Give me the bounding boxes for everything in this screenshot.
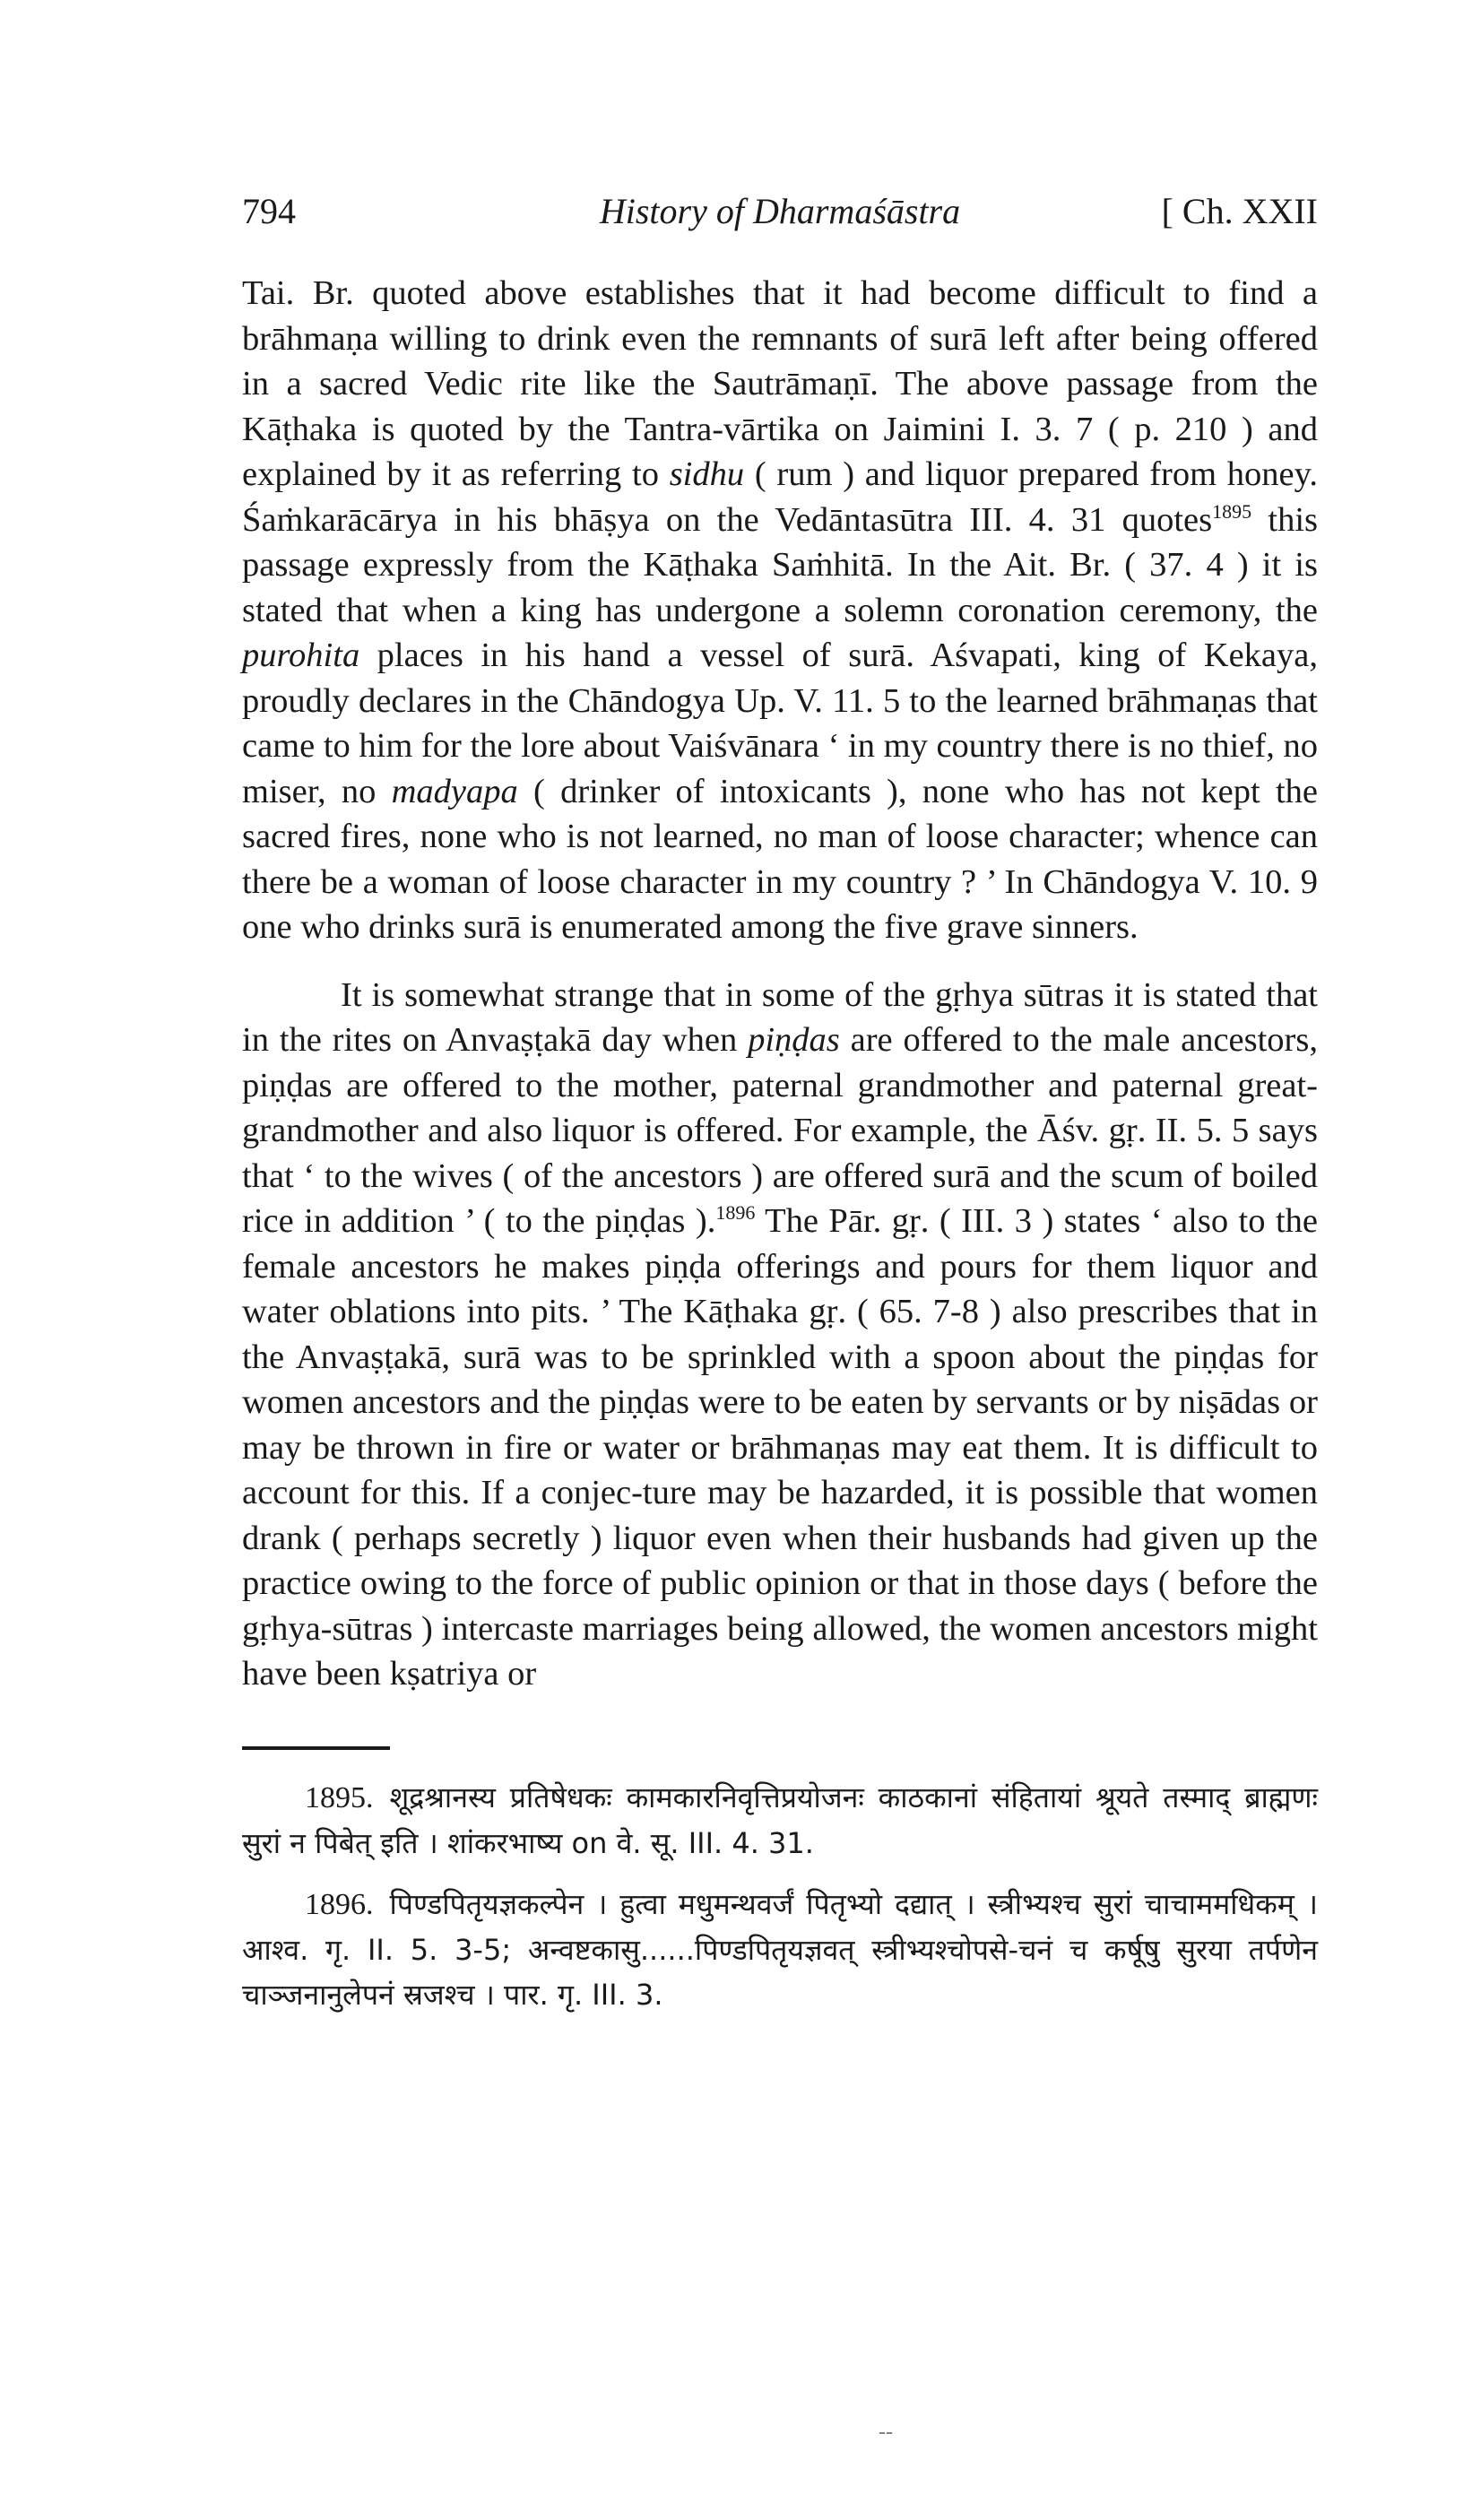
italic-term: piṇḍas bbox=[748, 1021, 840, 1059]
paragraph-2 bbox=[242, 973, 1318, 1697]
text-run: Tai. Br. quoted above establishes that it had become difficult to find a brāhmaṇa willing to drink even the remnants of surā left after being offered in a sacred Vedic rite like the Sautrāmaṇī. The above passage from the Kāṭhaka is quoted by the Tantra-vārtika on Jaimini I. 3. 7 ( p. 210 ) and explained by it as referring to bbox=[242, 274, 1318, 493]
body-text bbox=[242, 271, 1318, 1697]
book-title: History of Dharmaśāstra bbox=[599, 191, 961, 231]
footnote-number: 1896. bbox=[305, 1887, 374, 1921]
footnote-text: शूद्रश्रानस्य प्रतिषेधकः कामकारनिवृत्तिप्रयोजनः काठकानां संहितायां श्रूयते तस्माद् ब्राह्मणः सुरां न पिबेत् इति । शांकरभाष्य on वे. सू. III. 4. 31. bbox=[242, 1780, 1318, 1860]
footnote-1895 bbox=[242, 1775, 1318, 1866]
italic-term: purohita bbox=[242, 636, 360, 674]
text-run: The Pār. gṛ. ( III. 3 ) states ‘ also to the female ancestors he makes piṇḍa offerings and pours for them liquor and water oblations into pits. ’ The Kāṭhaka gṛ. ( 65. 7-8 ) also prescribes that in the Anvaṣṭakā, surā was to be sprinkled with a spoon about the piṇḍas for women ancestors and the piṇḍas were to be eaten by servants or by niṣādas or may be thrown in fire or water or brāhmaṇas may eat them. It is difficult to account for this. If a conjec-ture may be hazarded, it is possible that women drank ( perhaps secretly ) liquor even when their husbands had given up the practice owing to the force of public opinion or that in those days ( before the gṛhya-sūtras ) intercaste marriages being allowed, the women ancestors might have been kṣatriya or bbox=[242, 1202, 1319, 1693]
text-run: ( rum ) and liquor prepared from honey. Śaṁkarācārya in his bhāṣya on the Vedāntasūtra III. 4. 31 quotes bbox=[242, 455, 1318, 539]
italic-term: madyapa bbox=[391, 772, 518, 810]
footnote-ref: 1896 bbox=[715, 1201, 756, 1225]
footnote-text: पिण्डपितृयज्ञकल्पेन । हुत्वा मधुमन्थवर्जं पितृभ्यो दद्यात् । स्त्रीभ्यश्च सुरां चाचाममधिकम् । आश्व. गृ. II. 5. 3-5; अन्वष्टकासु......पिण्डपितृयज्ञवत् स्त्रीभ्यश्चोपसे-चनं च कर्षूषु सुरया तर्पणेन चाञ्जनानुलेपनं स्रजश्च । पार. गृ. III. 3. bbox=[242, 1886, 1318, 2012]
italic-term: sidhu bbox=[669, 455, 745, 493]
footnote-ref: 1895 bbox=[1212, 499, 1252, 523]
chapter-label: [ Ch. XXII bbox=[1161, 191, 1318, 231]
text-run: this passage expressly from the Kāṭhaka Saṁhitā. In the Ait. Br. ( 37. 4 ) it is stated that when a king has undergone a solemn coronation ceremony, the bbox=[242, 500, 1318, 629]
footnote-1896 bbox=[242, 1882, 1318, 2017]
document-page bbox=[242, 190, 1318, 2033]
running-header bbox=[242, 190, 1318, 244]
text-run: are offered to the male ancestors, piṇḍas are offered to the mother, paternal grandmother and paternal great-grandmother and also liquor is offered. For example, the Āśv. gṛ. II. 5. 5 says that ‘ to the wives ( of the ancestors ) are offered surā and the scum of boiled rice in addition ’ ( to the piṇḍas ). bbox=[242, 1021, 1318, 1240]
footnote-divider bbox=[242, 1746, 390, 1750]
page-number: 794 bbox=[242, 191, 296, 231]
footnotes bbox=[242, 1775, 1318, 2017]
footnote-number: 1895. bbox=[305, 1780, 374, 1814]
page-mark: -- bbox=[879, 2420, 893, 2444]
paragraph-1 bbox=[242, 271, 1318, 950]
text-run: It is somewhat strange that in some of the gṛhya sūtras it is stated that in the rites on Anvaṣṭakā day when bbox=[242, 975, 1318, 1059]
text-run: ( drinker of intoxicants ), none who has not kept the sacred fires, none who is not learned, no man of loose character; whence can there be a woman of loose character in my country ? ’ In Chāndogya V. 10. 9 one who drinks surā is enumerated among the five grave sinners. bbox=[242, 772, 1318, 946]
text-run: places in his hand a vessel of surā. Aśvapati, king of Kekaya, proudly declares in the Chāndogya Up. V. 11. 5 to the learned brāhmaṇas that came to him for the lore about Vaiśvānara ‘ in my country there is no thief, no miser, no bbox=[242, 636, 1318, 810]
